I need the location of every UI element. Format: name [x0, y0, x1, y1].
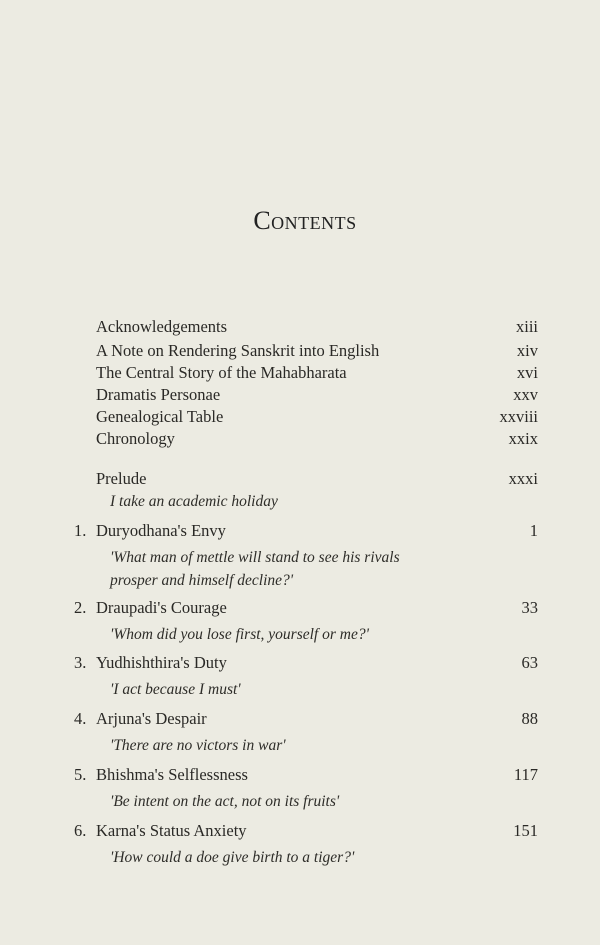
toc-entry-label: Acknowledgements	[96, 317, 228, 336]
epigraph: prosper and himself decline?'	[110, 572, 294, 589]
epigraph: I take an academic holiday	[110, 493, 278, 510]
epigraph: 'Be intent on the act, not on its fruits'	[110, 793, 340, 810]
toc-entry-page: xxix	[508, 429, 538, 448]
toc-entry-label: Bhishma's Selflessness	[96, 765, 248, 784]
toc-entry-label: Draupadi's Courage	[96, 598, 227, 617]
toc-entry-page: 88	[521, 709, 538, 728]
toc-entry-label: Dramatis Personae	[96, 385, 221, 404]
toc-entry	[96, 316, 538, 338]
toc-entry-label: Yudhishthira's Duty	[96, 653, 227, 672]
epigraph: 'Whom did you lose first, yourself or me?'	[110, 626, 369, 643]
toc-entry-label: Genealogical Table	[96, 407, 224, 426]
toc-entry-label: Duryodhana's Envy	[96, 521, 226, 540]
toc-chapter	[74, 708, 538, 730]
toc-entry-label: Chronology	[96, 429, 175, 448]
epigraph: 'There are no victors in war'	[110, 737, 286, 754]
toc-entry-page: xiv	[516, 341, 538, 360]
epigraph: 'What man of mettle will stand to see his rivals	[110, 549, 400, 566]
epigraph: 'How could a doe give birth to a tiger?'	[110, 849, 355, 866]
toc-entry	[96, 362, 538, 384]
toc-entry	[96, 406, 538, 428]
toc-entry	[96, 340, 538, 362]
chapter-number: 6.	[74, 821, 87, 840]
toc-entry-page: xxviii	[499, 407, 538, 426]
chapter-number: 5.	[74, 765, 87, 784]
toc-entry-label: Prelude	[96, 469, 147, 488]
toc-entry-page: 1	[529, 521, 538, 540]
toc-entry	[96, 384, 538, 406]
toc-entry-page: xxxi	[508, 469, 538, 488]
chapter-number: 2.	[74, 598, 87, 617]
toc-entry-page: xxv	[513, 385, 538, 404]
toc-chapter	[74, 820, 538, 842]
toc-entry-page: xvi	[516, 363, 538, 382]
toc-entry-page: 63	[521, 653, 538, 672]
toc-chapter	[74, 764, 538, 786]
toc-entry-page: xiii	[515, 317, 538, 336]
toc-entry-page: 151	[513, 821, 538, 840]
epigraph: 'I act because I must'	[110, 681, 241, 698]
toc-entry-label: Karna's Status Anxiety	[96, 821, 247, 840]
toc-chapter	[74, 652, 538, 674]
toc-entry-page: 117	[513, 765, 538, 784]
chapter-number: 3.	[74, 653, 87, 672]
toc-entry-label: The Central Story of the Mahabharata	[96, 363, 347, 382]
toc-entry-prelude	[96, 468, 538, 490]
chapter-number: 1.	[74, 521, 87, 540]
page-title: Contents	[253, 206, 357, 235]
toc-entry-label: A Note on Rendering Sanskrit into English	[96, 341, 380, 360]
toc-entry-label: Arjuna's Despair	[96, 709, 207, 728]
chapter-number: 4.	[74, 709, 87, 728]
toc-entry-page: 33	[521, 598, 538, 617]
toc-entry	[96, 428, 538, 450]
toc-chapter	[74, 597, 538, 619]
toc-chapter	[74, 520, 538, 542]
